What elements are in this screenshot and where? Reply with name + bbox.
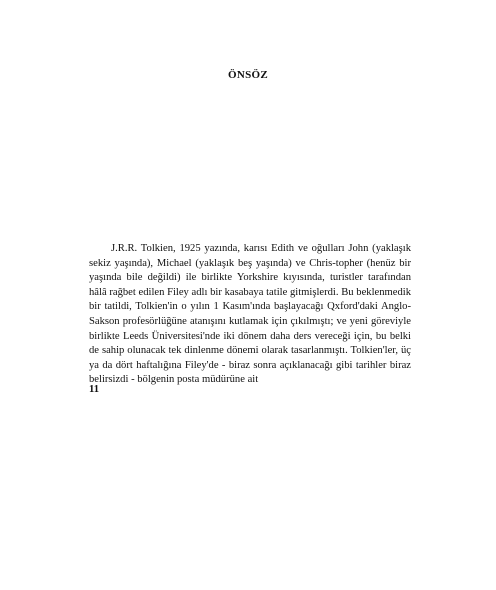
body-paragraph: J.R.R. Tolkien, 1925 yazında, karısı Edith ve oğulları John (yaklaşık sekiz yaşında), Michael (yaklaşık beş yaşında) ve Chris-topher (henüz bir yaşında bile değildi) ile birlikte Yorkshire kıyısında, turistler tarafından hâlâ rağbet edilen Filey adlı bir kasabaya tatile gitmişlerdi. Bu beklenmedik bir tatildi, Tolkien'in o yılın 1 Kasım'ında başlayacağı Qxford'daki Anglo-Sakson profesörlüğüne atanışını kutlamak için çıkılmıştı; ve yeni göreviyle birlikte Leeds Üniversitesi'nde iki dönem daha ders vereceği için, bu belki de sahip olunacak tek dinlenme dönemi olarak tasarlanmıştı. Tolkien'ler, üç ya da dört haftalığına Filey'de - biraz sonra açıklanacağı gibi tarihler biraz belirsizdi - bölgenin posta müdürüne ait (89, 243, 411, 386)
page-number: 11 (89, 384, 100, 395)
page-heading: ÖNSÖZ (227, 69, 268, 81)
